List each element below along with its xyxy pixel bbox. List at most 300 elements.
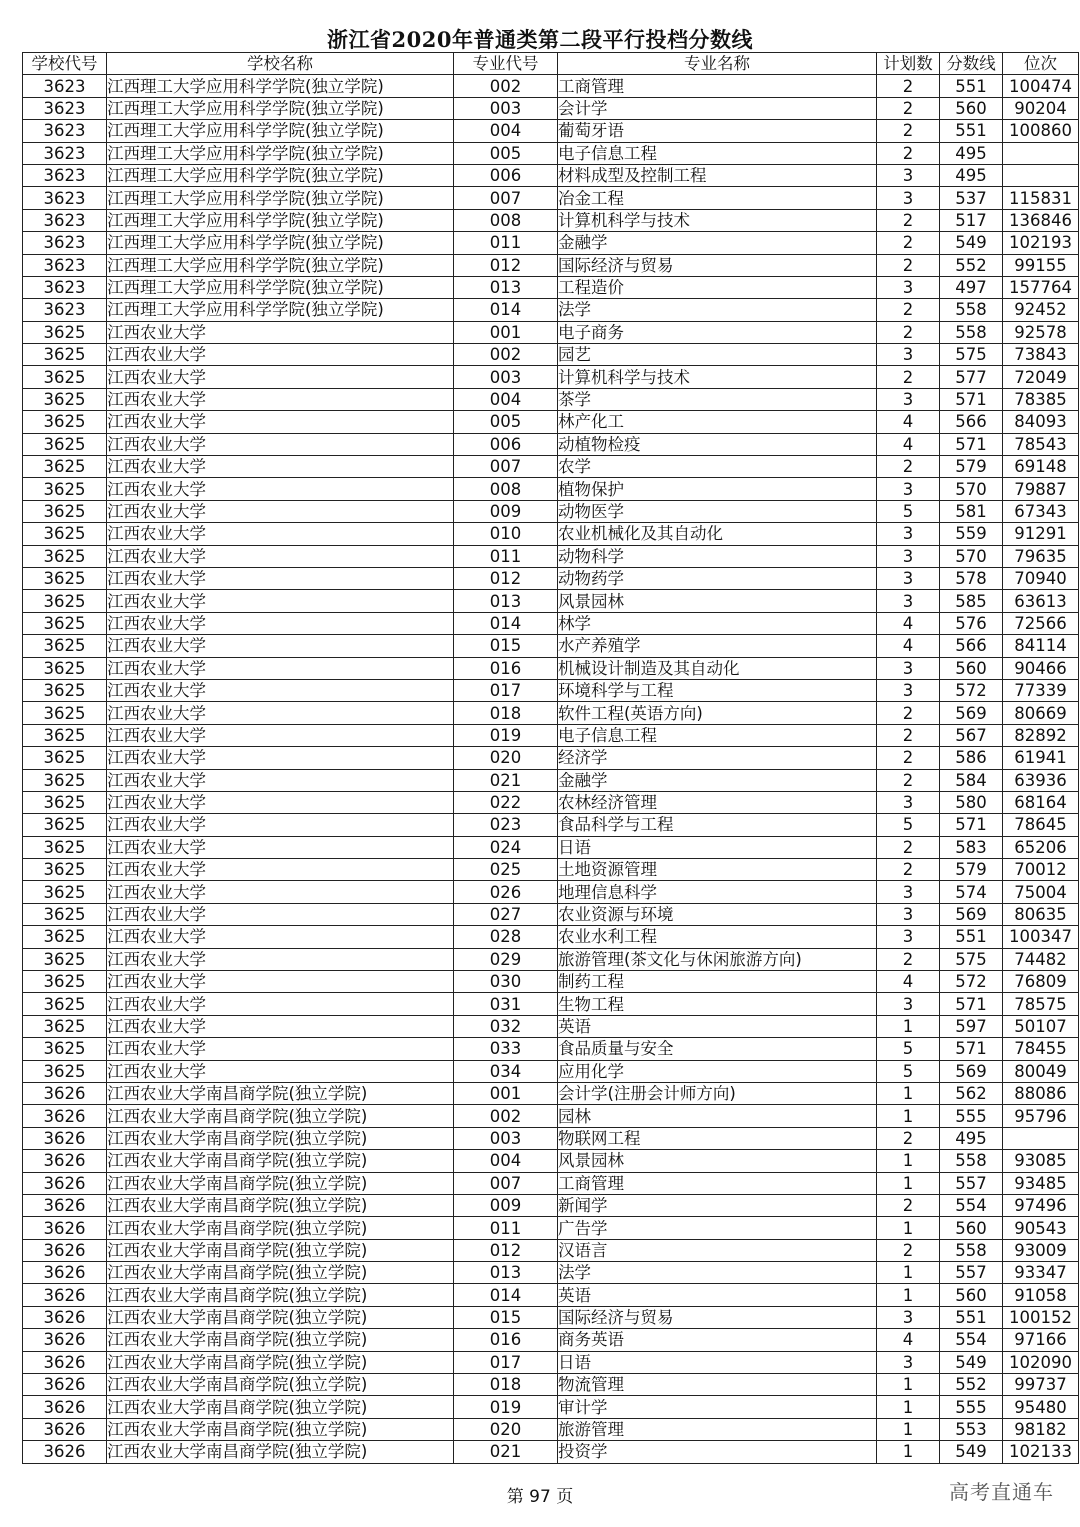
table-row [23, 1038, 1079, 1060]
cell-plan-count: 2 [877, 724, 940, 746]
cell-school-name: 江西农业大学 [107, 881, 454, 903]
cell-school-code: 3625 [23, 702, 107, 724]
cell-score-line: 557 [940, 1262, 1003, 1284]
cell-major-name: 会计学 [558, 97, 877, 119]
cell-plan-count: 1 [877, 1172, 940, 1194]
cell-score-line: 579 [940, 456, 1003, 478]
cell-score-line: 557 [940, 1172, 1003, 1194]
cell-major-code: 012 [454, 254, 558, 276]
cell-major-name: 应用化学 [558, 1060, 877, 1082]
cell-plan-count: 4 [877, 971, 940, 993]
cell-school-code: 3626 [23, 1105, 107, 1127]
cell-major-code: 022 [454, 791, 558, 813]
cell-rank: 65206 [1003, 836, 1079, 858]
cell-major-name: 农学 [558, 456, 877, 478]
cell-school-code: 3626 [23, 1082, 107, 1104]
cell-school-code: 3626 [23, 1150, 107, 1172]
cell-rank: 93009 [1003, 1239, 1079, 1261]
cell-major-code: 004 [454, 388, 558, 410]
table-row [23, 1105, 1079, 1127]
cell-major-name: 风景园林 [558, 590, 877, 612]
table-row [23, 545, 1079, 567]
cell-plan-count: 1 [877, 1262, 940, 1284]
cell-major-code: 014 [454, 1284, 558, 1306]
cell-school-code: 3625 [23, 545, 107, 567]
cell-score-line: 585 [940, 590, 1003, 612]
table-row [23, 836, 1079, 858]
cell-score-line: 558 [940, 299, 1003, 321]
cell-school-code: 3623 [23, 97, 107, 119]
table-row [23, 254, 1079, 276]
table-row [23, 881, 1079, 903]
cell-rank: 91058 [1003, 1284, 1079, 1306]
table-row [23, 187, 1079, 209]
cell-plan-count: 1 [877, 1015, 940, 1037]
cell-plan-count: 2 [877, 142, 940, 164]
table-row [23, 1418, 1079, 1440]
cell-plan-count: 2 [877, 1239, 940, 1261]
cell-major-code: 019 [454, 724, 558, 746]
cell-major-code: 030 [454, 971, 558, 993]
cell-score-line: 517 [940, 209, 1003, 231]
cell-school-code: 3625 [23, 1060, 107, 1082]
cell-plan-count: 5 [877, 1060, 940, 1082]
watermark: 高考直通车 [949, 1480, 1054, 1504]
cell-score-line: 553 [940, 1418, 1003, 1440]
cell-plan-count: 2 [877, 254, 940, 276]
cell-school-name: 江西农业大学南昌商学院(独立学院) [107, 1217, 454, 1239]
cell-score-line: 569 [940, 702, 1003, 724]
cell-major-code: 009 [454, 500, 558, 522]
table-row [23, 724, 1079, 746]
cell-rank: 100860 [1003, 120, 1079, 142]
cell-school-name: 江西农业大学 [107, 590, 454, 612]
table-row [23, 120, 1079, 142]
cell-major-code: 021 [454, 769, 558, 791]
cell-plan-count: 5 [877, 500, 940, 522]
cell-school-code: 3626 [23, 1127, 107, 1149]
table-row [23, 478, 1079, 500]
cell-major-name: 旅游管理 [558, 1418, 877, 1440]
cell-major-code: 020 [454, 747, 558, 769]
cell-major-code: 013 [454, 1262, 558, 1284]
cell-school-name: 江西农业大学 [107, 545, 454, 567]
cell-plan-count: 1 [877, 1418, 940, 1440]
cell-score-line: 549 [940, 1441, 1003, 1463]
cell-school-name: 江西理工大学应用科学学院(独立学院) [107, 254, 454, 276]
cell-school-name: 江西农业大学 [107, 344, 454, 366]
cell-plan-count: 2 [877, 120, 940, 142]
table-row [23, 523, 1079, 545]
cell-school-code: 3623 [23, 142, 107, 164]
cell-plan-count: 1 [877, 1105, 940, 1127]
cell-school-name: 江西农业大学 [107, 321, 454, 343]
cell-rank: 61941 [1003, 747, 1079, 769]
cell-plan-count: 5 [877, 1038, 940, 1060]
cell-major-name: 日语 [558, 836, 877, 858]
cell-rank: 84114 [1003, 635, 1079, 657]
cell-major-code: 006 [454, 164, 558, 186]
cell-rank: 63936 [1003, 769, 1079, 791]
cell-school-code: 3626 [23, 1262, 107, 1284]
cell-major-code: 024 [454, 836, 558, 858]
cell-score-line: 584 [940, 769, 1003, 791]
table-row [23, 366, 1079, 388]
cell-rank: 115831 [1003, 187, 1079, 209]
cell-score-line: 555 [940, 1105, 1003, 1127]
cell-major-name: 物流管理 [558, 1374, 877, 1396]
cell-rank: 92578 [1003, 321, 1079, 343]
cell-major-code: 016 [454, 1329, 558, 1351]
cell-school-code: 3626 [23, 1284, 107, 1306]
cell-school-code: 3626 [23, 1441, 107, 1463]
cell-school-name: 江西理工大学应用科学学院(独立学院) [107, 164, 454, 186]
cell-score-line: 574 [940, 881, 1003, 903]
cell-major-name: 软件工程(英语方向) [558, 702, 877, 724]
table-row [23, 164, 1079, 186]
cell-school-name: 江西农业大学南昌商学院(独立学院) [107, 1306, 454, 1328]
cell-score-line: 558 [940, 1150, 1003, 1172]
cell-score-line: 537 [940, 187, 1003, 209]
cell-score-line: 571 [940, 1038, 1003, 1060]
cell-major-name: 电子信息工程 [558, 724, 877, 746]
cell-plan-count: 4 [877, 1329, 940, 1351]
cell-major-name: 金融学 [558, 232, 877, 254]
cell-major-name: 食品科学与工程 [558, 814, 877, 836]
cell-plan-count: 3 [877, 164, 940, 186]
cell-school-code: 3625 [23, 724, 107, 746]
table-row [23, 75, 1079, 97]
cell-school-code: 3626 [23, 1351, 107, 1373]
cell-school-name: 江西农业大学 [107, 567, 454, 589]
cell-score-line: 566 [940, 635, 1003, 657]
cell-rank: 90204 [1003, 97, 1079, 119]
cell-major-name: 植物保护 [558, 478, 877, 500]
cell-score-line: 554 [940, 1329, 1003, 1351]
cell-major-name: 商务英语 [558, 1329, 877, 1351]
cell-school-code: 3625 [23, 926, 107, 948]
cell-plan-count: 3 [877, 523, 940, 545]
cell-rank: 97166 [1003, 1329, 1079, 1351]
cell-score-line: 569 [940, 903, 1003, 925]
cell-plan-count: 2 [877, 948, 940, 970]
cell-plan-count: 3 [877, 590, 940, 612]
cell-major-name: 冶金工程 [558, 187, 877, 209]
cell-school-name: 江西农业大学 [107, 993, 454, 1015]
cell-major-code: 007 [454, 1172, 558, 1194]
cell-plan-count: 2 [877, 366, 940, 388]
cell-plan-count: 3 [877, 926, 940, 948]
cell-major-name: 计算机科学与技术 [558, 366, 877, 388]
cell-major-name: 审计学 [558, 1396, 877, 1418]
cell-rank: 79635 [1003, 545, 1079, 567]
cell-school-name: 江西农业大学 [107, 948, 454, 970]
cell-school-code: 3625 [23, 657, 107, 679]
cell-school-code: 3625 [23, 567, 107, 589]
cell-major-name: 地理信息科学 [558, 881, 877, 903]
cell-school-code: 3625 [23, 388, 107, 410]
cell-score-line: 552 [940, 1374, 1003, 1396]
cell-school-code: 3626 [23, 1194, 107, 1216]
cell-rank [1003, 164, 1079, 186]
cell-rank: 70012 [1003, 859, 1079, 881]
cell-plan-count: 2 [877, 321, 940, 343]
cell-plan-count: 3 [877, 903, 940, 925]
cell-score-line: 567 [940, 724, 1003, 746]
cell-rank: 93085 [1003, 1150, 1079, 1172]
cell-school-code: 3625 [23, 791, 107, 813]
cell-school-code: 3625 [23, 1038, 107, 1060]
cell-score-line: 571 [940, 993, 1003, 1015]
cell-school-name: 江西农业大学 [107, 612, 454, 634]
cell-school-name: 江西农业大学 [107, 859, 454, 881]
cell-school-name: 江西农业大学 [107, 971, 454, 993]
cell-major-code: 002 [454, 75, 558, 97]
cell-school-name: 江西农业大学 [107, 478, 454, 500]
cell-school-code: 3625 [23, 948, 107, 970]
header-rank: 位次 [1003, 53, 1079, 75]
cell-major-code: 008 [454, 478, 558, 500]
cell-score-line: 560 [940, 97, 1003, 119]
cell-score-line: 560 [940, 1217, 1003, 1239]
cell-major-code: 021 [454, 1441, 558, 1463]
cell-plan-count: 1 [877, 1374, 940, 1396]
cell-rank: 102193 [1003, 232, 1079, 254]
cell-school-name: 江西农业大学南昌商学院(独立学院) [107, 1374, 454, 1396]
cell-school-name: 江西农业大学 [107, 769, 454, 791]
cell-score-line: 495 [940, 1127, 1003, 1149]
cell-plan-count: 5 [877, 814, 940, 836]
cell-rank: 78543 [1003, 433, 1079, 455]
cell-major-name: 国际经济与贸易 [558, 254, 877, 276]
cell-plan-count: 1 [877, 1082, 940, 1104]
cell-rank: 102133 [1003, 1441, 1079, 1463]
cell-major-name: 英语 [558, 1284, 877, 1306]
cell-plan-count: 1 [877, 1441, 940, 1463]
table-row [23, 1150, 1079, 1172]
cell-major-name: 会计学(注册会计师方向) [558, 1082, 877, 1104]
cell-major-name: 园艺 [558, 344, 877, 366]
cell-school-name: 江西农业大学南昌商学院(独立学院) [107, 1351, 454, 1373]
cell-major-code: 027 [454, 903, 558, 925]
cell-major-name: 法学 [558, 1262, 877, 1284]
table-row [23, 276, 1079, 298]
cell-major-name: 工商管理 [558, 75, 877, 97]
cell-major-code: 002 [454, 344, 558, 366]
cell-score-line: 572 [940, 679, 1003, 701]
cell-major-code: 018 [454, 702, 558, 724]
cell-rank: 77339 [1003, 679, 1079, 701]
cell-major-code: 011 [454, 545, 558, 567]
cell-major-name: 动植物检疫 [558, 433, 877, 455]
table-row [23, 1329, 1079, 1351]
cell-score-line: 551 [940, 75, 1003, 97]
cell-major-code: 012 [454, 567, 558, 589]
cell-school-name: 江西理工大学应用科学学院(独立学院) [107, 142, 454, 164]
table-body [23, 75, 1079, 1463]
cell-school-code: 3625 [23, 859, 107, 881]
cell-school-name: 江西农业大学 [107, 657, 454, 679]
cell-score-line: 583 [940, 836, 1003, 858]
cell-school-code: 3625 [23, 590, 107, 612]
header-score-line: 分数线 [940, 53, 1003, 75]
cell-major-name: 风景园林 [558, 1150, 877, 1172]
cell-plan-count: 2 [877, 702, 940, 724]
cell-score-line: 575 [940, 344, 1003, 366]
cell-school-name: 江西农业大学 [107, 1015, 454, 1037]
cell-plan-count: 4 [877, 411, 940, 433]
cell-rank: 91291 [1003, 523, 1079, 545]
cell-major-name: 农业机械化及其自动化 [558, 523, 877, 545]
cell-major-name: 物联网工程 [558, 1127, 877, 1149]
cell-plan-count: 4 [877, 433, 940, 455]
cell-major-name: 葡萄牙语 [558, 120, 877, 142]
cell-score-line: 495 [940, 164, 1003, 186]
cell-school-code: 3626 [23, 1418, 107, 1440]
cell-major-code: 019 [454, 1396, 558, 1418]
cell-major-code: 010 [454, 523, 558, 545]
cell-major-name: 汉语言 [558, 1239, 877, 1261]
cell-major-code: 031 [454, 993, 558, 1015]
table-row [23, 1239, 1079, 1261]
cell-plan-count: 3 [877, 344, 940, 366]
cell-major-name: 动物科学 [558, 545, 877, 567]
cell-school-name: 江西农业大学 [107, 635, 454, 657]
cell-plan-count: 3 [877, 187, 940, 209]
table-row [23, 1351, 1079, 1373]
cell-school-name: 江西理工大学应用科学学院(独立学院) [107, 97, 454, 119]
cell-score-line: 551 [940, 926, 1003, 948]
header-plan-count: 计划数 [877, 53, 940, 75]
cell-plan-count: 2 [877, 97, 940, 119]
cell-score-line: 497 [940, 276, 1003, 298]
header-school-code: 学校代号 [23, 53, 107, 75]
cell-school-code: 3625 [23, 679, 107, 701]
cell-score-line: 577 [940, 366, 1003, 388]
table-row [23, 791, 1079, 813]
cell-major-code: 005 [454, 142, 558, 164]
cell-major-code: 017 [454, 1351, 558, 1373]
cell-rank: 73843 [1003, 344, 1079, 366]
cell-major-code: 005 [454, 411, 558, 433]
cell-major-name: 生物工程 [558, 993, 877, 1015]
cell-school-name: 江西农业大学 [107, 791, 454, 813]
cell-rank: 50107 [1003, 1015, 1079, 1037]
cell-plan-count: 2 [877, 232, 940, 254]
cell-major-code: 018 [454, 1374, 558, 1396]
cell-score-line: 579 [940, 859, 1003, 881]
cell-major-name: 林产化工 [558, 411, 877, 433]
cell-school-code: 3625 [23, 971, 107, 993]
cell-rank: 92452 [1003, 299, 1079, 321]
cell-plan-count: 2 [877, 836, 940, 858]
table-row [23, 344, 1079, 366]
cell-major-name: 环境科学与工程 [558, 679, 877, 701]
cell-school-name: 江西农业大学南昌商学院(独立学院) [107, 1127, 454, 1149]
cell-major-name: 水产养殖学 [558, 635, 877, 657]
cell-plan-count: 2 [877, 859, 940, 881]
cell-rank: 76809 [1003, 971, 1079, 993]
cell-school-code: 3623 [23, 232, 107, 254]
cell-score-line: 571 [940, 814, 1003, 836]
cell-school-code: 3625 [23, 1015, 107, 1037]
cell-rank: 68164 [1003, 791, 1079, 813]
cell-major-name: 机械设计制造及其自动化 [558, 657, 877, 679]
cell-rank: 78575 [1003, 993, 1079, 1015]
cell-score-line: 578 [940, 567, 1003, 589]
table-row [23, 679, 1079, 701]
cell-school-name: 江西农业大学 [107, 500, 454, 522]
header-major-code: 专业代号 [454, 53, 558, 75]
cell-score-line: 586 [940, 747, 1003, 769]
cell-major-name: 新闻学 [558, 1194, 877, 1216]
cell-major-code: 003 [454, 97, 558, 119]
cell-school-code: 3625 [23, 769, 107, 791]
cell-major-code: 026 [454, 881, 558, 903]
cell-plan-count: 2 [877, 75, 940, 97]
table-row [23, 299, 1079, 321]
cell-rank: 78645 [1003, 814, 1079, 836]
cell-major-code: 004 [454, 1150, 558, 1172]
cell-school-code: 3626 [23, 1329, 107, 1351]
table-row [23, 1396, 1079, 1418]
table-row [23, 1127, 1079, 1149]
cell-rank: 102090 [1003, 1351, 1079, 1373]
cell-school-code: 3625 [23, 456, 107, 478]
cell-major-code: 014 [454, 299, 558, 321]
cell-school-name: 江西农业大学南昌商学院(独立学院) [107, 1082, 454, 1104]
cell-school-code: 3625 [23, 881, 107, 903]
cell-school-name: 江西农业大学 [107, 702, 454, 724]
cell-school-code: 3623 [23, 120, 107, 142]
cell-school-code: 3623 [23, 276, 107, 298]
cell-school-name: 江西理工大学应用科学学院(独立学院) [107, 209, 454, 231]
cell-major-code: 009 [454, 1194, 558, 1216]
score-table [22, 52, 1079, 1464]
cell-school-code: 3623 [23, 75, 107, 97]
cell-rank: 97496 [1003, 1194, 1079, 1216]
cell-school-code: 3625 [23, 478, 107, 500]
table-row [23, 1015, 1079, 1037]
cell-plan-count: 3 [877, 679, 940, 701]
cell-major-code: 023 [454, 814, 558, 836]
cell-score-line: 597 [940, 1015, 1003, 1037]
cell-major-name: 工商管理 [558, 1172, 877, 1194]
table-row [23, 1060, 1079, 1082]
cell-major-name: 土地资源管理 [558, 859, 877, 881]
cell-plan-count: 2 [877, 299, 940, 321]
cell-major-code: 003 [454, 366, 558, 388]
cell-plan-count: 2 [877, 769, 940, 791]
cell-rank: 88086 [1003, 1082, 1079, 1104]
cell-school-code: 3625 [23, 500, 107, 522]
cell-school-code: 3625 [23, 635, 107, 657]
table-row [23, 1441, 1079, 1463]
cell-school-name: 江西农业大学南昌商学院(独立学院) [107, 1239, 454, 1261]
cell-major-code: 006 [454, 433, 558, 455]
table-row [23, 388, 1079, 410]
cell-score-line: 581 [940, 500, 1003, 522]
cell-rank: 100474 [1003, 75, 1079, 97]
cell-major-name: 法学 [558, 299, 877, 321]
cell-school-code: 3625 [23, 523, 107, 545]
cell-rank: 99737 [1003, 1374, 1079, 1396]
cell-school-code: 3623 [23, 254, 107, 276]
table-row [23, 97, 1079, 119]
table-row [23, 1172, 1079, 1194]
cell-plan-count: 3 [877, 1351, 940, 1373]
cell-major-code: 015 [454, 1306, 558, 1328]
